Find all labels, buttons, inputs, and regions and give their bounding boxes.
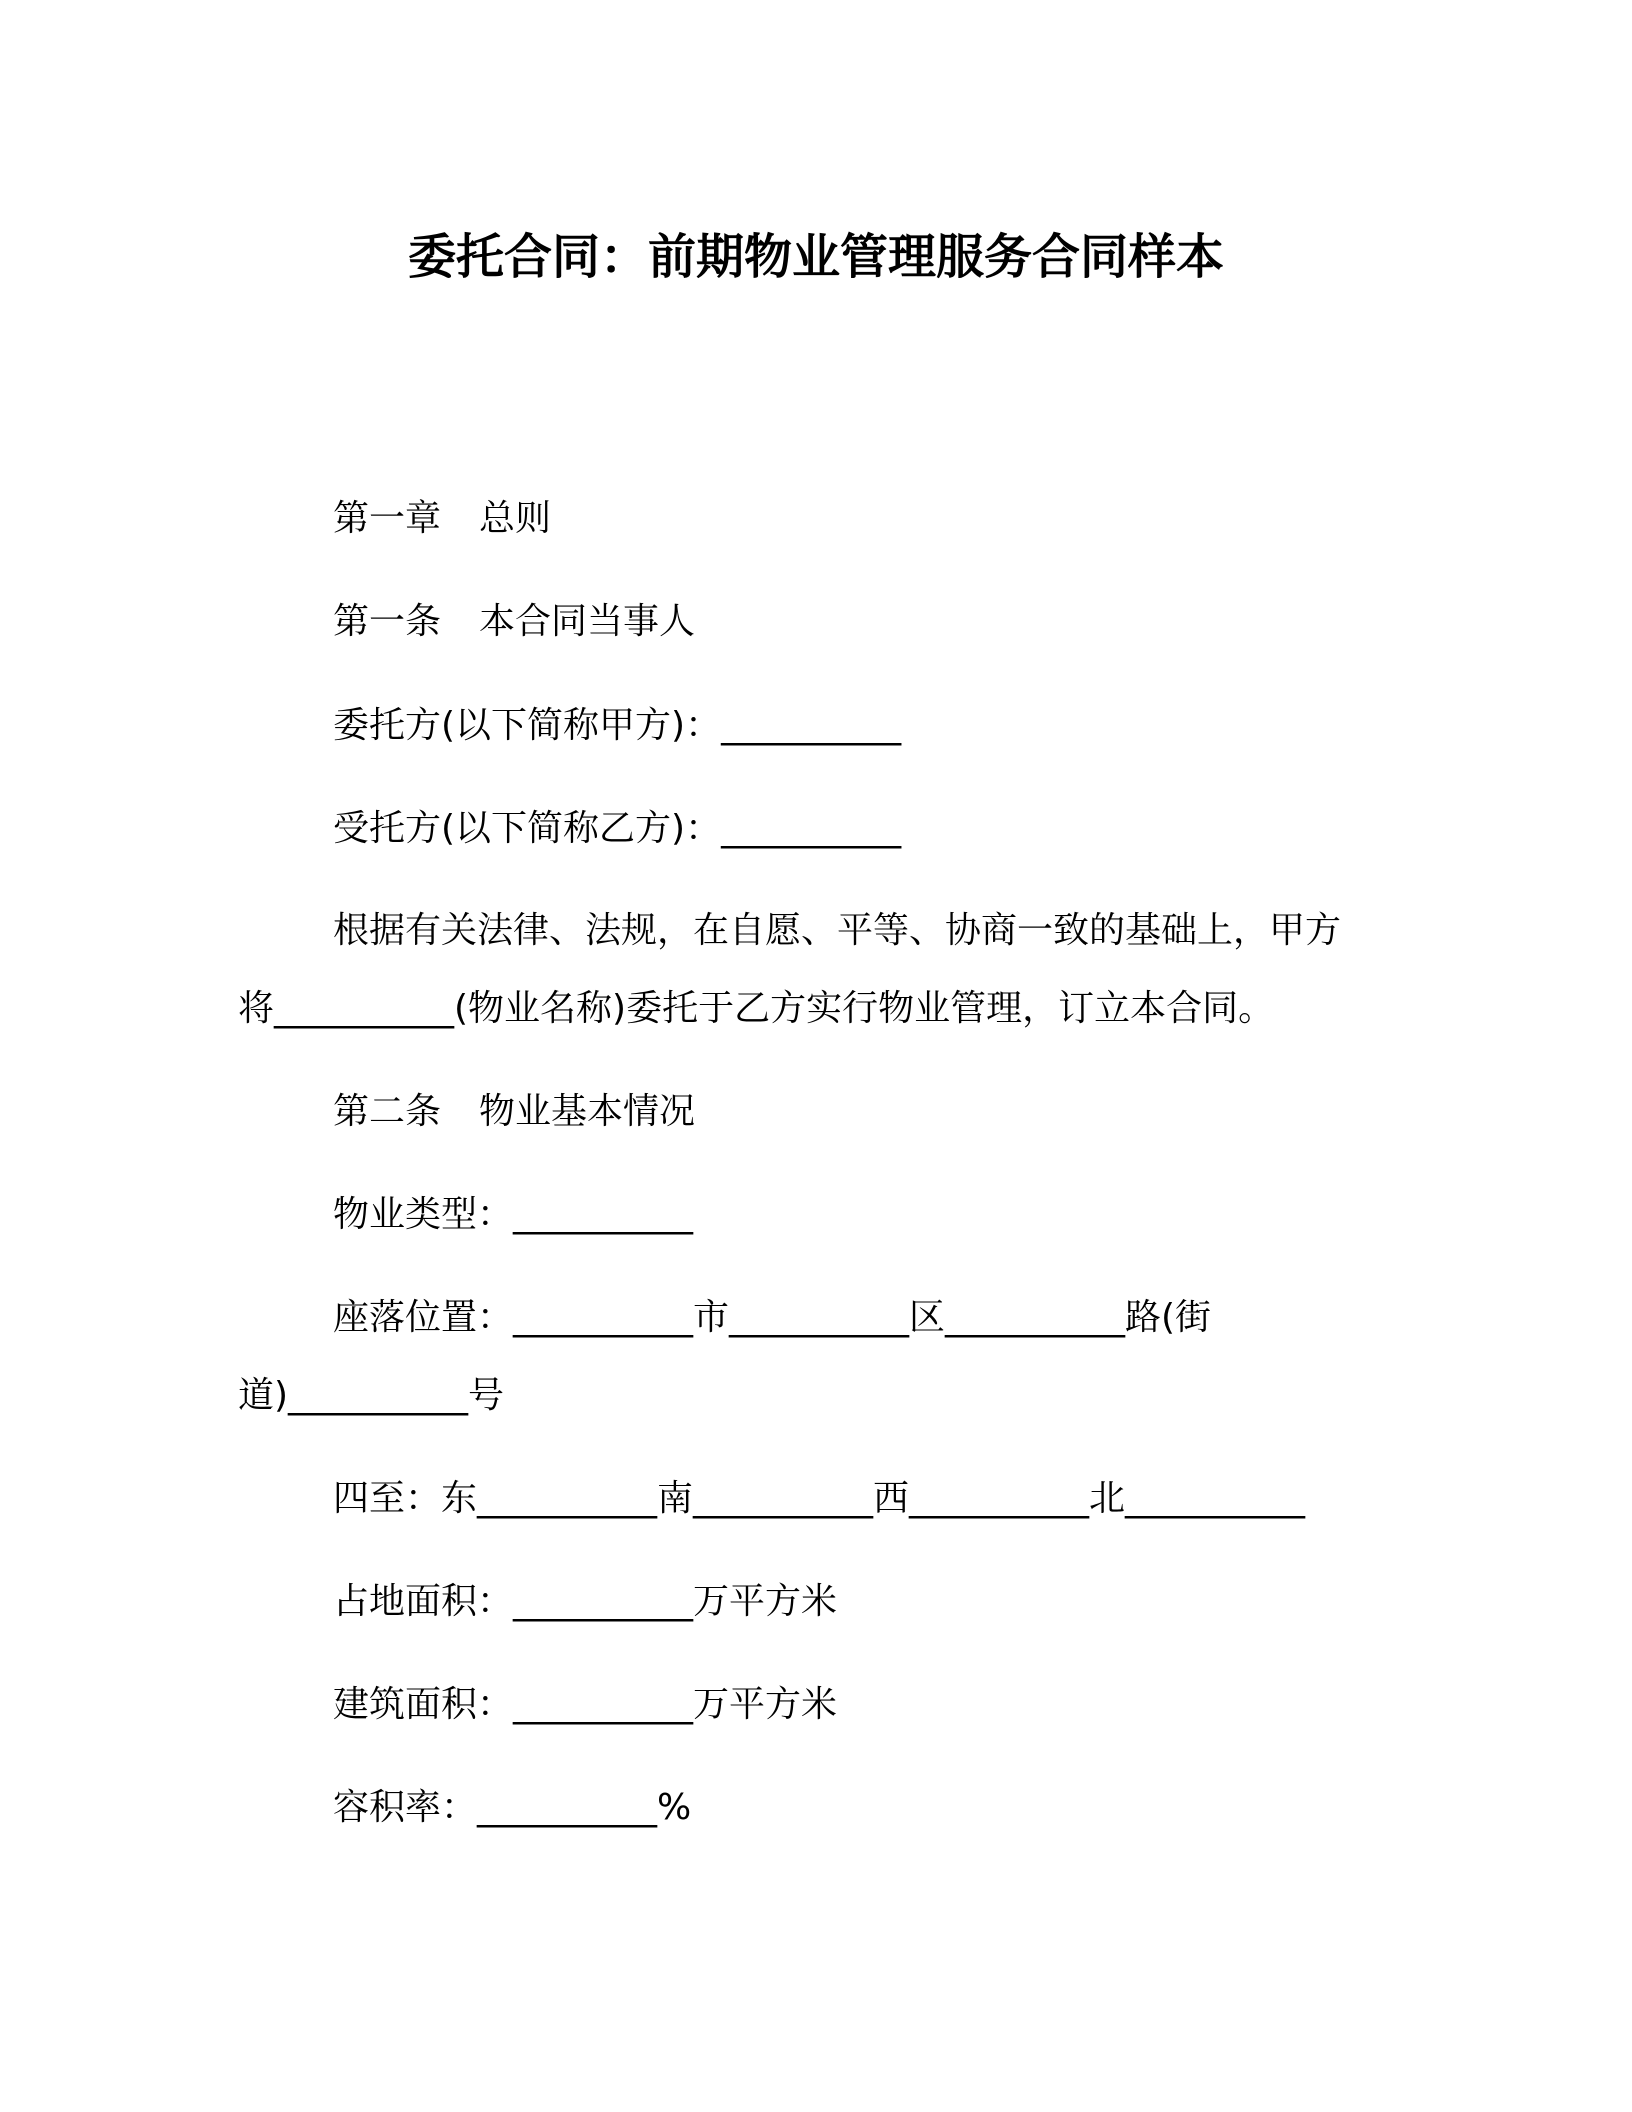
party-a-line: 委托方(以下简称甲方)：__________ — [333, 705, 902, 746]
article1-heading — [333, 598, 695, 646]
chapter-number: 第一章 — [333, 498, 442, 539]
chapter-name: 总则 — [479, 498, 552, 539]
plot-ratio-line: 容积率：__________% — [333, 1787, 692, 1828]
location-line-1: 座落位置：__________市__________区__________路(街 — [333, 1297, 1212, 1338]
party-b-line: 受托方(以下简称乙方)：__________ — [333, 808, 902, 849]
document-title: 委托合同：前期物业管理服务合同样本 — [407, 229, 1224, 285]
boundaries-line: 四至：东__________南__________西__________北__________ — [333, 1478, 1306, 1519]
property-type-line: 物业类型：__________ — [333, 1194, 694, 1235]
article2-name: 物业基本情况 — [479, 1091, 696, 1132]
preamble-line-1: 根据有关法律、法规，在自愿、平等、协商一致的基础上，甲方 — [333, 910, 1342, 951]
preamble-line-2: 将__________(物业名称)委托于乙方实行物业管理，订立本合同。 — [238, 988, 1275, 1029]
location-line-2: 道)__________号 — [238, 1375, 505, 1416]
chapter-heading — [333, 495, 551, 543]
article2-number: 第二条 — [333, 1091, 442, 1132]
article1-name: 本合同当事人 — [479, 601, 696, 642]
building-area-line: 建筑面积：__________万平方米 — [333, 1684, 838, 1725]
article2-heading — [333, 1088, 695, 1136]
land-area-line: 占地面积：__________万平方米 — [333, 1581, 838, 1622]
article1-number: 第一条 — [333, 601, 442, 642]
